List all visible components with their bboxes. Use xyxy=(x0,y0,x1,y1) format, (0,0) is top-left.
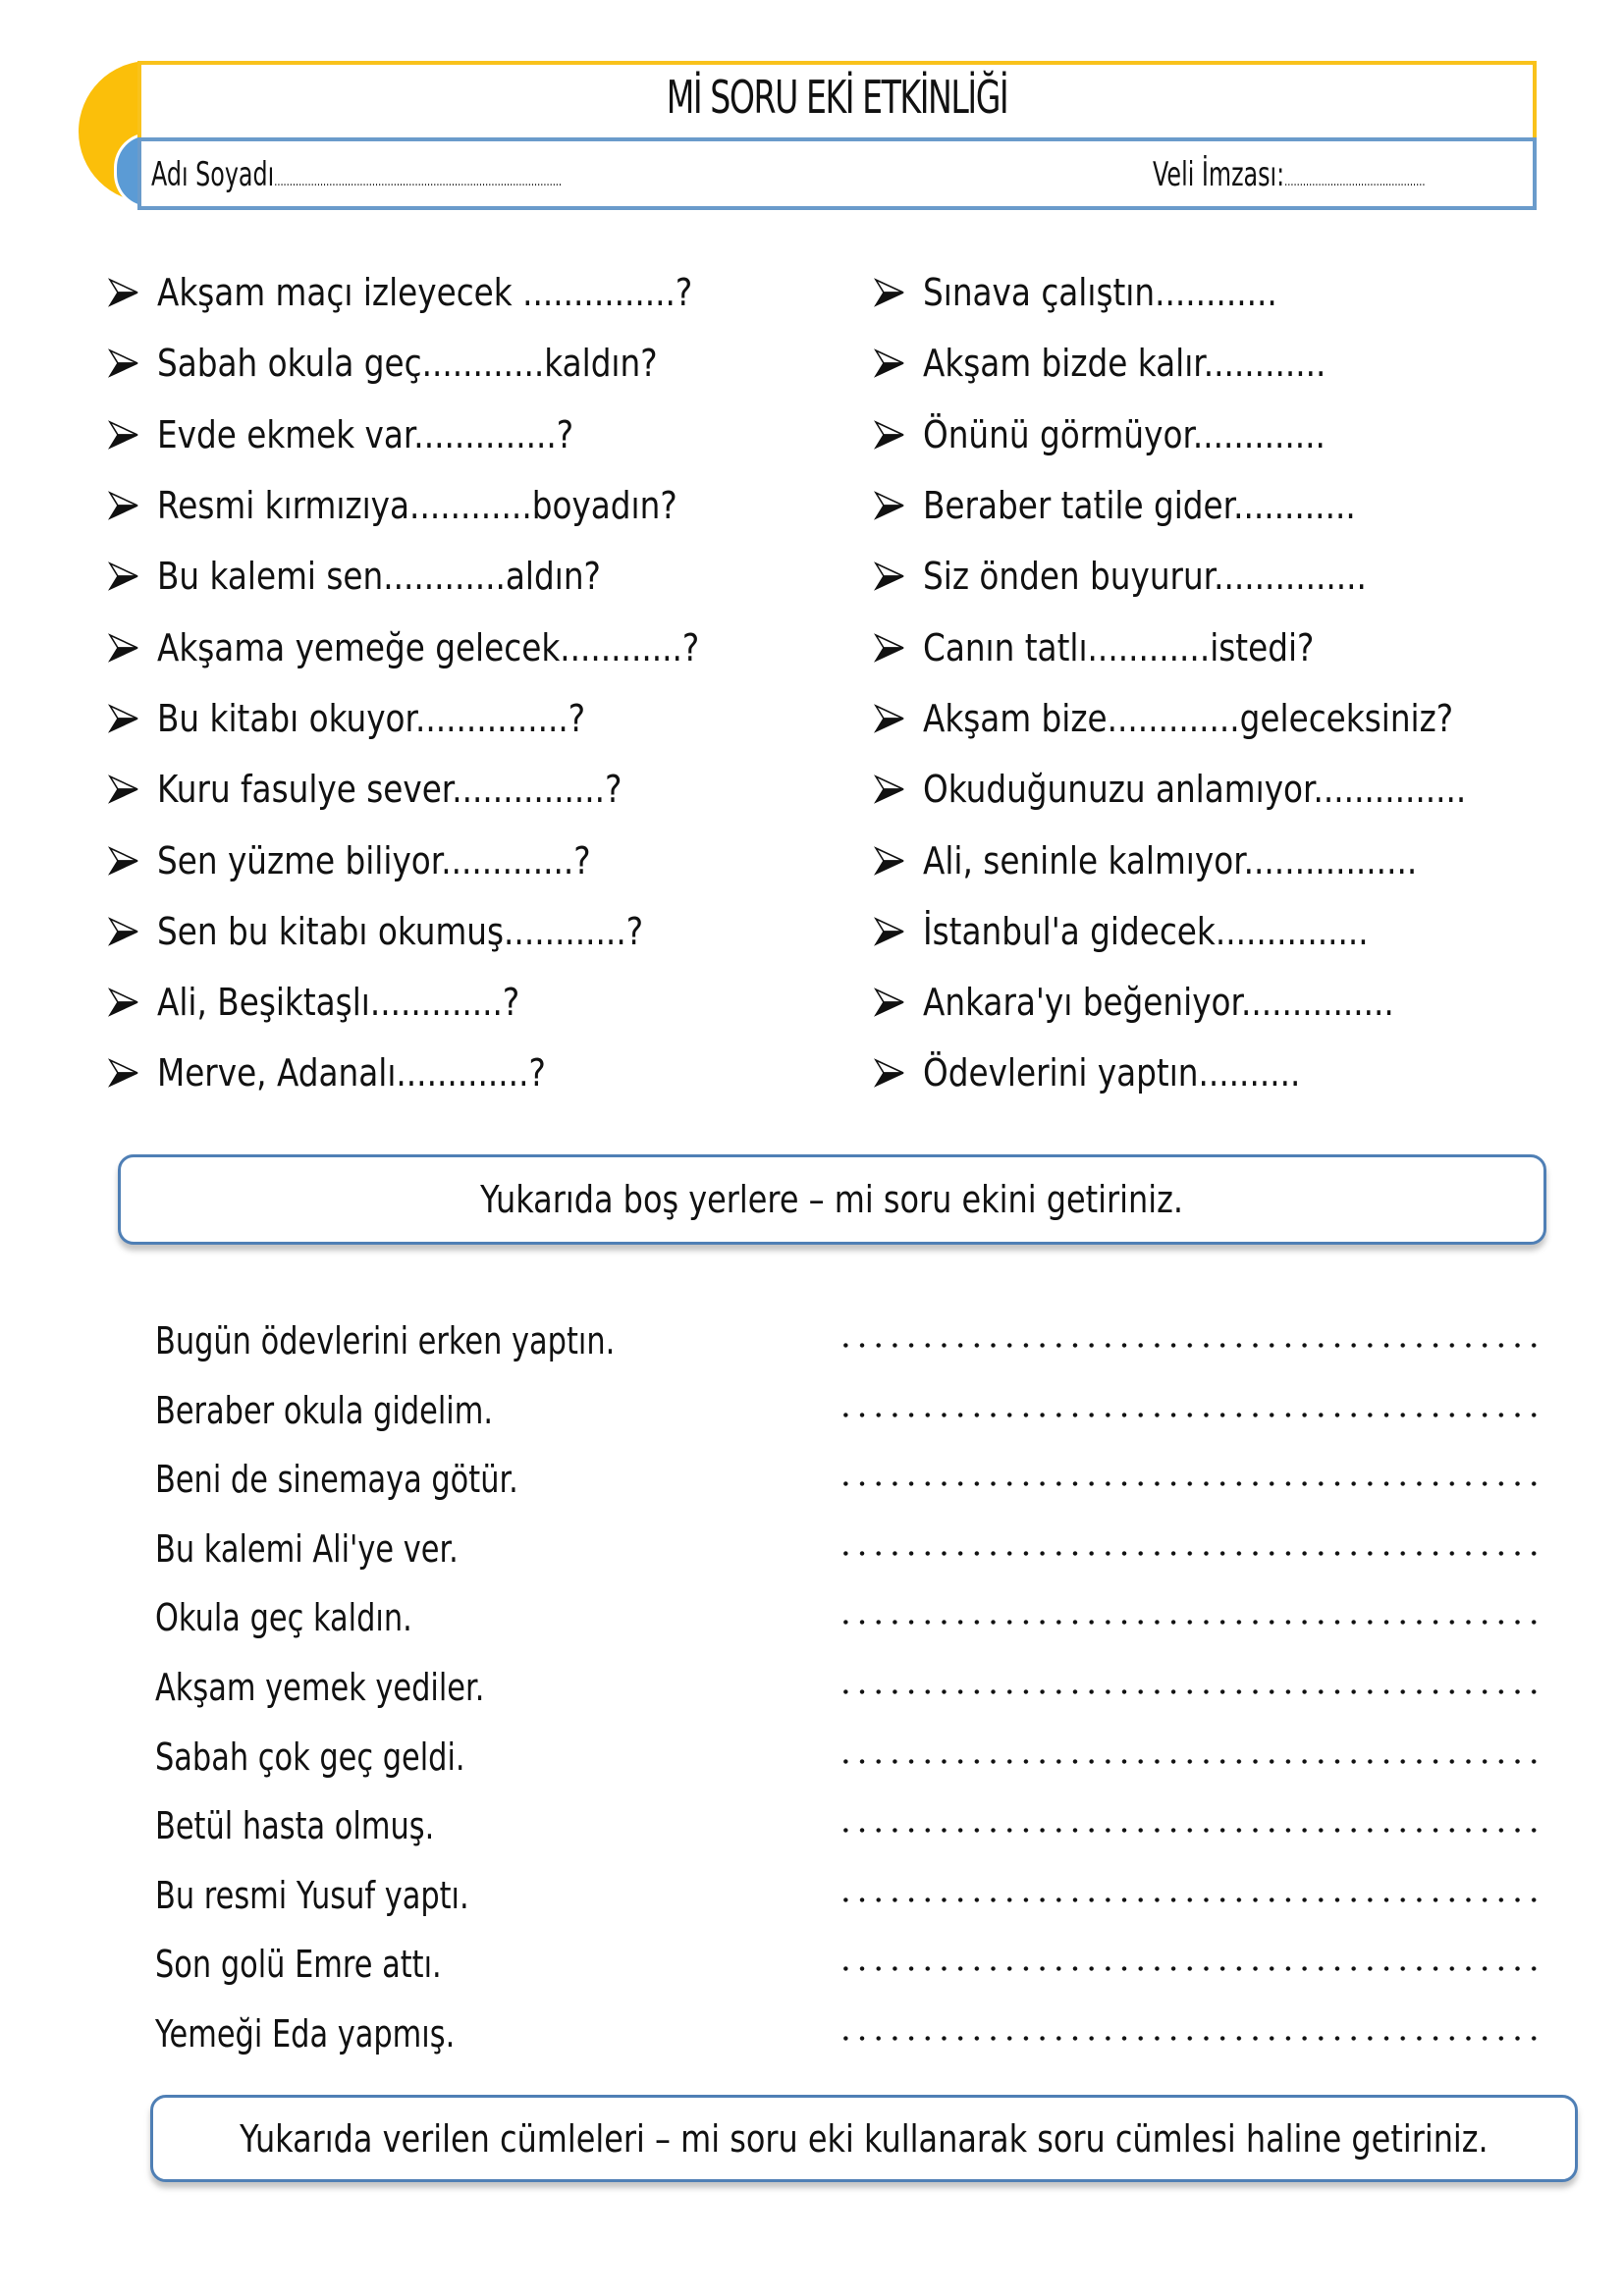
fill-in-item[interactable] xyxy=(874,612,1624,682)
fill-in-item-text: Sen bu kitabı okumuş............? xyxy=(157,909,644,953)
arrow-bullet-icon xyxy=(874,632,905,664)
parent-signature-field[interactable] xyxy=(1153,155,1425,194)
rewrite-sentence: Yemeği Eda yapmış. xyxy=(155,2011,456,2056)
fill-in-item[interactable] xyxy=(108,754,884,825)
arrow-bullet-icon xyxy=(108,845,139,877)
fill-in-item[interactable] xyxy=(108,541,884,612)
fill-in-item-text: Sabah okula geç............kaldın? xyxy=(157,342,658,386)
arrow-bullet-icon xyxy=(874,916,905,947)
fill-in-item[interactable] xyxy=(108,328,884,399)
rewrite-row xyxy=(155,1315,1549,1385)
arrow-bullet-icon xyxy=(874,774,905,805)
name-field[interactable] xyxy=(151,155,562,194)
fill-in-item-text: Sen yüzme biliyor.............? xyxy=(157,838,591,882)
fill-in-item-text: Sınava çalıştın............ xyxy=(923,271,1277,315)
fill-in-item[interactable] xyxy=(108,1038,884,1108)
arrow-bullet-icon xyxy=(108,774,139,805)
arrow-bullet-icon xyxy=(874,703,905,734)
fill-in-item[interactable] xyxy=(108,825,884,895)
rewrite-sentence: Bu resmi Yusuf yaptı. xyxy=(155,1873,469,1917)
rewrite-sentence: Okula geç kaldın. xyxy=(155,1596,412,1640)
rewrite-row xyxy=(155,1939,1549,2008)
instruction-box-2 xyxy=(150,2095,1578,2182)
student-info-box xyxy=(137,137,1537,210)
rewrite-row xyxy=(155,1523,1549,1593)
fill-in-item-text: Beraber tatile gider............ xyxy=(923,484,1356,528)
fill-in-item[interactable] xyxy=(108,470,884,541)
rewrite-sentence: Son golü Emre attı. xyxy=(155,1943,442,1987)
answer-dotted-line[interactable] xyxy=(838,1759,1544,1764)
answer-dotted-line[interactable] xyxy=(838,1481,1544,1486)
fill-in-item[interactable] xyxy=(108,612,884,682)
worksheet-title: Mİ SORU EKİ ETKİNLİĞİ xyxy=(666,71,1008,124)
arrow-bullet-icon xyxy=(874,1057,905,1089)
fill-in-item-text: Ankara'yı beğeniyor............... xyxy=(923,981,1394,1025)
rewrite-row xyxy=(155,1385,1549,1455)
answer-dotted-line[interactable] xyxy=(838,1966,1544,1971)
fill-in-item[interactable] xyxy=(874,328,1624,399)
arrow-bullet-icon xyxy=(874,419,905,451)
arrow-bullet-icon xyxy=(874,845,905,877)
fill-in-item[interactable] xyxy=(874,896,1624,967)
fill-in-item[interactable] xyxy=(874,754,1624,825)
answer-dotted-line[interactable] xyxy=(838,1689,1544,1694)
rewrite-row xyxy=(155,1732,1549,1801)
rewrite-sentence: Betül hasta olmuş. xyxy=(155,1804,435,1848)
name-label: Adı Soyadı xyxy=(151,155,275,194)
answer-dotted-line[interactable] xyxy=(838,2036,1544,2041)
arrow-bullet-icon xyxy=(108,347,139,379)
arrow-bullet-icon xyxy=(108,277,139,308)
rewrite-sentence: Beraber okula gidelim. xyxy=(155,1388,494,1432)
rewrite-sentence: Bu kalemi Ali'ye ver. xyxy=(155,1526,459,1571)
fill-in-item[interactable] xyxy=(874,257,1624,328)
answer-dotted-line[interactable] xyxy=(838,1551,1544,1556)
fill-in-item-text: Ali, Beşiktaşlı.............? xyxy=(157,981,520,1025)
fill-in-item-text: Akşama yemeğe gelecek............? xyxy=(157,625,700,669)
fill-in-item[interactable] xyxy=(108,257,884,328)
fill-in-item-text: Akşam bize.............geleceksiniz? xyxy=(923,696,1454,740)
rewrite-sentence: Beni de sinemaya götür. xyxy=(155,1458,518,1502)
worksheet-title-box xyxy=(137,61,1537,137)
fill-in-item-text: Önünü görmüyor............. xyxy=(923,412,1326,456)
fill-in-item-text: Bu kitabı okuyor...............? xyxy=(157,696,586,740)
fill-in-left-column xyxy=(108,257,884,1109)
answer-dotted-line[interactable] xyxy=(838,1897,1544,1902)
fill-in-item-text: Canın tatlı............istedi? xyxy=(923,625,1315,669)
arrow-bullet-icon xyxy=(108,916,139,947)
rewrite-row xyxy=(155,1870,1549,1940)
parent-signature-label: Veli İmzası: xyxy=(1153,155,1285,194)
arrow-bullet-icon xyxy=(108,1057,139,1089)
rewrite-section xyxy=(155,1315,1549,2078)
rewrite-sentence: Bugün ödevlerini erken yaptın. xyxy=(155,1319,616,1362)
arrow-bullet-icon xyxy=(874,561,905,592)
arrow-bullet-icon xyxy=(108,987,139,1018)
fill-in-item[interactable] xyxy=(874,1038,1624,1108)
answer-dotted-line[interactable] xyxy=(838,1620,1544,1625)
arrow-bullet-icon xyxy=(108,561,139,592)
instruction-box-1 xyxy=(118,1154,1546,1245)
rewrite-row xyxy=(155,1662,1549,1732)
fill-in-item-text: Resmi kırmızıya............boyadın? xyxy=(157,484,677,528)
fill-in-item-text: Ali, seninle kalmıyor................. xyxy=(923,838,1418,882)
arrow-bullet-icon xyxy=(108,490,139,521)
fill-in-item-text: Okuduğunuzu anlamıyor............... xyxy=(923,768,1467,812)
answer-dotted-line[interactable] xyxy=(838,1828,1544,1833)
answer-dotted-line[interactable] xyxy=(838,1413,1544,1417)
fill-in-item[interactable] xyxy=(874,541,1624,612)
arrow-bullet-icon xyxy=(108,632,139,664)
instruction-1-text: Yukarıda boş yerlere – mi soru ekini getiriniz. xyxy=(480,1178,1184,1221)
rewrite-sentence: Sabah çok geç geldi. xyxy=(155,1735,465,1779)
fill-in-item[interactable] xyxy=(874,825,1624,895)
fill-in-right-column xyxy=(874,257,1624,1109)
arrow-bullet-icon xyxy=(108,419,139,451)
fill-in-item[interactable] xyxy=(108,896,884,967)
fill-in-item-text: Akşam maçı izleyecek ...............? xyxy=(157,271,693,315)
fill-in-item-text: Merve, Adanalı.............? xyxy=(157,1051,546,1095)
fill-in-item-text: Akşam bizde kalır............ xyxy=(923,342,1326,386)
arrow-bullet-icon xyxy=(874,277,905,308)
name-dots: .............................................................................................. xyxy=(274,174,563,189)
fill-in-item[interactable] xyxy=(108,967,884,1038)
fill-in-item-text: Bu kalemi sen............aldın? xyxy=(157,555,601,599)
fill-in-item-text: İstanbul'a gidecek............... xyxy=(923,909,1369,953)
fill-in-item[interactable] xyxy=(874,683,1624,754)
arrow-bullet-icon xyxy=(874,987,905,1018)
fill-in-item[interactable] xyxy=(874,967,1624,1038)
fill-in-item[interactable] xyxy=(874,470,1624,541)
answer-dotted-line[interactable] xyxy=(838,1343,1544,1348)
fill-in-item-text: Evde ekmek var..............? xyxy=(157,412,574,456)
fill-in-item[interactable] xyxy=(874,400,1624,470)
rewrite-row xyxy=(155,1592,1549,1662)
instruction-2-text: Yukarıda verilen cümleleri – mi soru eki kullanarak soru cümlesi haline getiriniz. xyxy=(240,2116,1489,2161)
arrow-bullet-icon xyxy=(874,490,905,521)
rewrite-sentence: Akşam yemek yediler. xyxy=(155,1665,485,1709)
signature-dots: .............................................. xyxy=(1284,174,1426,189)
rewrite-row xyxy=(155,2008,1549,2078)
fill-in-item[interactable] xyxy=(108,400,884,470)
arrow-bullet-icon xyxy=(874,347,905,379)
rewrite-row xyxy=(155,1454,1549,1523)
fill-in-item-text: Ödevlerini yaptın.......... xyxy=(923,1051,1301,1095)
rewrite-row xyxy=(155,1800,1549,1870)
fill-in-item-text: Siz önden buyurur............... xyxy=(923,555,1367,599)
fill-in-item-text: Kuru fasulye sever...............? xyxy=(157,768,623,812)
fill-in-item[interactable] xyxy=(108,683,884,754)
arrow-bullet-icon xyxy=(108,703,139,734)
